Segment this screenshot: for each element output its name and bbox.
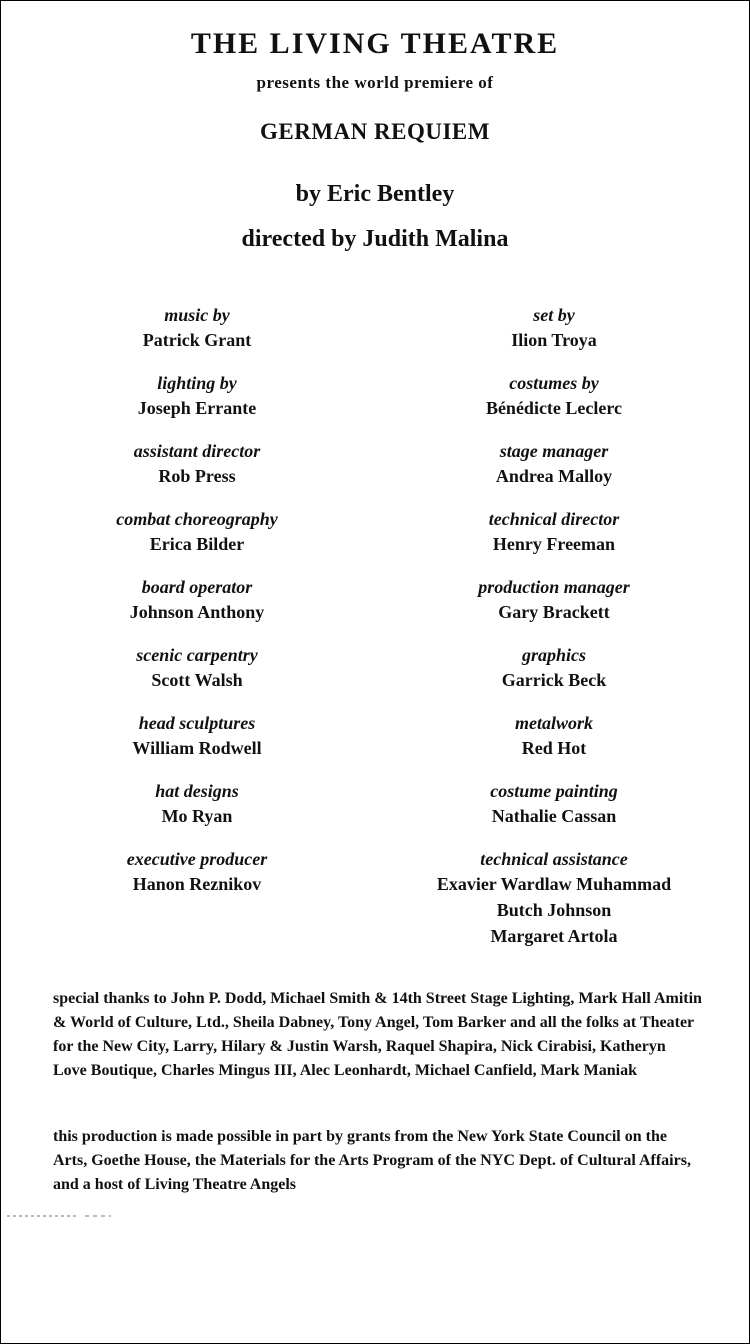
credit-role: stage manager [499,441,609,461]
credit-name: Joseph Errante [137,398,257,418]
credit-role: music by [164,305,230,325]
grants-note: this production is made possible in part by grants from the New York State Council on the Arts, Goethe House, the Materials for the Arts Program of the NYC Dept. of Cultural Affairs, and a host of Living Theatre Angels [53,1128,691,1193]
credit-name: Andrea Malloy [495,466,613,486]
presents-line: presents the world premiere of [256,73,494,92]
credit-name: Red Hot [521,738,587,758]
special-thanks: special thanks to John P. Dodd, Michael Smith & 14th Street Stage Lighting, Mark Hall Amitin & World of Culture, Ltd., Sheila Dabney, Tony Angel, Tom Barker and all the folks at Theater for the New City, Larry, Hilary & Justin Warsh, Raquel Shapira, Nick Cirabisi, Katheryn Love Boutique, Charles Mingus III, Alec Leonhardt, Michael Canfield, Mark Maniak [53,990,702,1079]
author-line: by Eric Bentley [295,181,455,207]
credit-role: scenic carpentry [136,645,258,665]
scan-speckle-decoration [7,1214,167,1218]
credit-name: William Rodwell [132,738,262,758]
credit-name: Rob Press [158,466,236,486]
credit-left-7 [37,779,357,847]
credit-left-1 [37,371,357,439]
credit-role: production manager [478,577,630,597]
credit-right-8 [394,847,714,946]
credit-role: graphics [521,645,586,665]
credit-left-3 [37,507,357,575]
credit-right-2 [394,439,714,507]
credit-left-5 [37,643,357,711]
credit-role: board operator [141,577,253,597]
credit-role: executive producer [126,849,268,869]
credit-name: Mo Ryan [161,806,233,826]
credit-name: Exavier Wardlaw Muhammad [436,874,672,894]
credit-right-0 [394,303,714,371]
credit-name: Garrick Beck [501,670,607,690]
credit-role: hat designs [155,781,239,801]
credit-right-3 [394,507,714,575]
credit-name: Gary Brackett [498,602,610,622]
credit-left-6 [37,711,357,779]
credit-role: technical assistance [480,849,628,869]
credit-right-6 [394,711,714,779]
credit-role: costumes by [509,373,599,393]
credit-left-8 [37,847,357,915]
director-line: directed by Judith Malina [241,226,509,252]
credit-role: lighting by [157,373,237,393]
credits-left-column [37,303,357,915]
credit-name: Bénédicte Leclerc [485,398,623,418]
credit-name: Nathalie Cassan [491,806,617,826]
credit-left-4 [37,575,357,643]
credit-right-1 [394,371,714,439]
credit-role: assistant director [133,441,261,461]
credit-name: Ilion Troya [511,330,597,350]
play-title: GERMAN REQUIEM [260,119,490,144]
credit-role: costume painting [490,781,618,801]
credit-left-0 [37,303,357,371]
credit-right-4 [394,575,714,643]
credit-role: head sculptures [138,713,256,733]
credit-name: Johnson Anthony [129,602,265,622]
credit-role: set by [533,305,575,325]
credit-right-5 [394,643,714,711]
credit-role: technical director [488,509,620,529]
credit-name: Margaret Artola [490,926,618,946]
credit-name: Scott Walsh [151,670,243,690]
credit-name: Butch Johnson [496,900,612,920]
credit-role: metalwork [514,713,593,733]
credit-left-2 [37,439,357,507]
credit-name: Henry Freeman [492,534,616,554]
credit-name: Patrick Grant [142,330,252,350]
credits-right-column [394,303,714,946]
credit-name: Hanon Reznikov [132,874,262,894]
credit-right-7 [394,779,714,847]
credit-name: Erica Bilder [149,534,245,554]
company-title: THE LIVING THEATRE [190,27,560,60]
credit-role: combat choreography [116,509,278,529]
